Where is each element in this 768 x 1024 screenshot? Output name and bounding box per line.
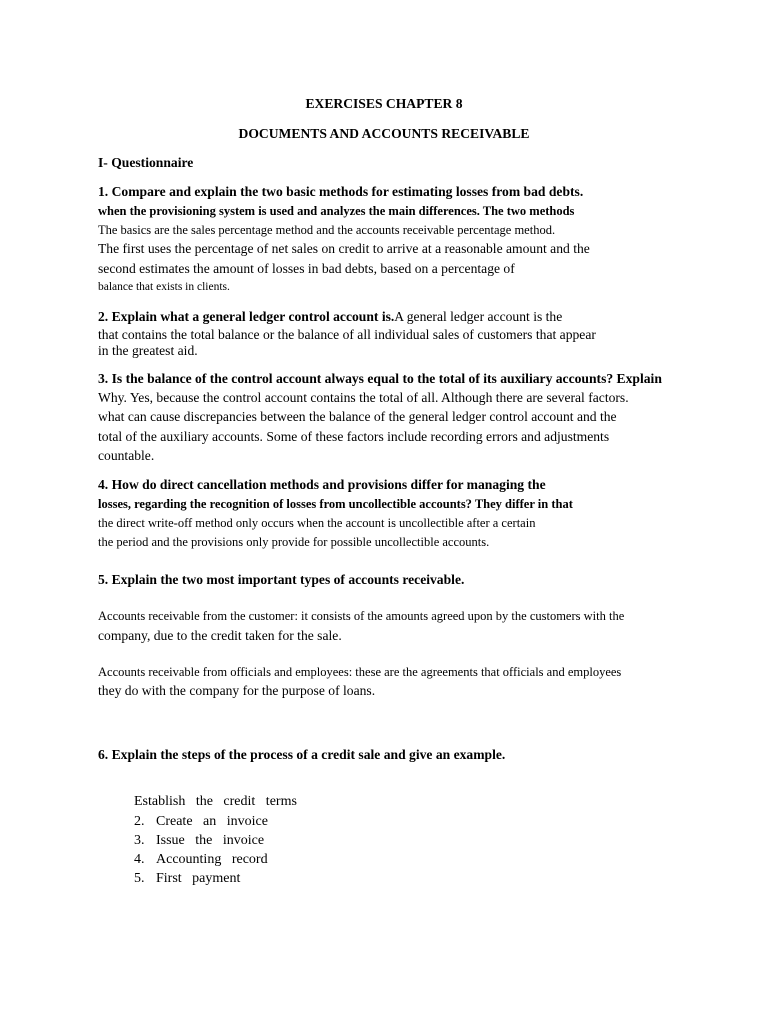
q2-line1 (98, 308, 562, 326)
q2-question: 2. Explain what a general ledger control account is. (98, 309, 395, 324)
q3-answer-line: countable. (98, 448, 155, 463)
q1-question-cont: when the provisioning system is used and analyzes the main differences. The two methods (98, 204, 575, 218)
q4-question-cont: losses, regarding the recognition of losses from uncollectible accounts? They differ in that (98, 497, 573, 511)
page-title: EXERCISES CHAPTER 8 (305, 96, 463, 111)
q5-paragraph-line: company, due to the credit taken for the sale. (98, 628, 342, 643)
q5-paragraph-line: Accounts receivable from officials and employees: these are the agreements that officials and employees (98, 665, 622, 679)
q3-question: 3. Is the balance of the control account always equal to the total of its auxiliary accounts? Explain (98, 371, 662, 386)
q1-answer-line: The basics are the sales percentage method and the accounts receivable percentage method. (98, 223, 556, 237)
list-item (120, 852, 240, 906)
list-item-number: 4. (134, 852, 145, 867)
list-item-text: Create an invoice (156, 814, 268, 829)
q5-paragraph-line: they do with the company for the purpose of loans. (98, 683, 376, 698)
q1-question: 1. Compare and explain the two basic methods for estimating losses from bad debts. (98, 184, 584, 199)
q2-answer-line: in the greatest aid. (98, 343, 198, 358)
q1-answer-line: The first uses the percentage of net sales on credit to arrive at a reasonable amount and the (98, 241, 590, 256)
q6-question: 6. Explain the steps of the process of a credit sale and give an example. (98, 747, 506, 762)
list-item-text: First payment (156, 871, 241, 886)
q4-answer-line: the period and the provisions only provide for possible uncollectible accounts. (98, 535, 490, 549)
section-heading: I- Questionnaire (98, 155, 194, 170)
list-item-text: Establish the credit terms (134, 794, 297, 809)
q2-answer-start: A general ledger account is the (394, 309, 563, 324)
page-subtitle: DOCUMENTS AND ACCOUNTS RECEIVABLE (238, 126, 530, 141)
list-item-number: 5. (134, 871, 145, 886)
list-item-text: Issue the invoice (156, 833, 265, 848)
list-item-text: Accounting record (156, 852, 268, 867)
q1-answer-line: balance that exists in clients. (98, 281, 230, 293)
q3-answer-line: Why. Yes, because the control account contains the total of all. Although there are several factors. (98, 390, 629, 405)
q4-question: 4. How do direct cancellation methods and provisions differ for managing the (98, 477, 546, 492)
q3-answer-line: total of the auxiliary accounts. Some of these factors include recording errors and adjustments (98, 429, 610, 444)
q1-answer-line: second estimates the amount of losses in bad debts, based on a percentage of (98, 261, 515, 276)
q5-question: 5. Explain the two most important types of accounts receivable. (98, 572, 465, 587)
q2-answer-line: that contains the total balance or the balance of all individual sales of customers that appear (98, 327, 596, 342)
list-item-number: 2. (134, 814, 145, 829)
q5-paragraph-line: Accounts receivable from the customer: it consists of the amounts agreed upon by the customers with the (98, 609, 625, 623)
q4-answer-line: the direct write-off method only occurs when the account is uncollectible after a certain (98, 516, 536, 530)
q3-answer-line: what can cause discrepancies between the balance of the general ledger control account and the (98, 409, 617, 424)
list-item-number: 3. (134, 833, 145, 848)
